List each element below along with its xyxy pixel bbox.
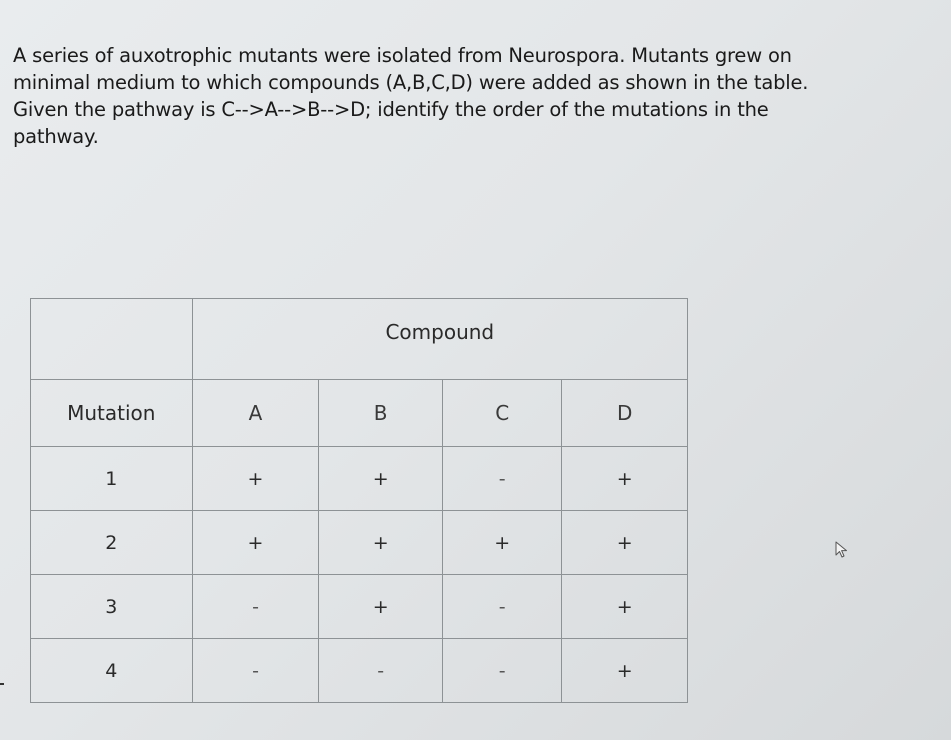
table-row (31, 447, 688, 511)
growth-cell: + (562, 447, 688, 511)
question-line-4: pathway. (13, 125, 99, 148)
mutation-number: 3 (31, 575, 193, 639)
edge-mark (0, 683, 4, 685)
question-line-2: minimal medium to which compounds (A,B,C,D) were added as shown in the table. (13, 71, 809, 94)
growth-cell: - (442, 575, 562, 639)
column-header-b: B (319, 380, 443, 447)
compound-header: Compound (192, 299, 687, 380)
growth-cell: - (192, 639, 319, 703)
growth-cell: + (562, 511, 688, 575)
table-row (31, 639, 688, 703)
question-text (13, 42, 893, 150)
growth-table (30, 298, 688, 703)
growth-cell: - (319, 639, 443, 703)
growth-cell: + (562, 575, 688, 639)
compound-header-row (31, 299, 688, 380)
mutation-number: 2 (31, 511, 193, 575)
mutation-number: 4 (31, 639, 193, 703)
table-row (31, 575, 688, 639)
growth-cell: - (192, 575, 319, 639)
growth-cell: + (192, 447, 319, 511)
mutation-header: Mutation (31, 380, 193, 447)
growth-cell: - (442, 447, 562, 511)
column-header-row (31, 380, 688, 447)
growth-cell: + (319, 511, 443, 575)
question-line-3: Given the pathway is C-->A-->B-->D; identify the order of the mutations in the (13, 98, 769, 121)
column-header-c: C (442, 380, 562, 447)
growth-cell: + (319, 447, 443, 511)
column-header-a: A (192, 380, 319, 447)
table-row (31, 511, 688, 575)
growth-cell: + (562, 639, 688, 703)
empty-corner-cell (31, 299, 193, 380)
mouse-pointer-icon (834, 541, 850, 559)
growth-cell: - (442, 639, 562, 703)
growth-cell: + (442, 511, 562, 575)
growth-table-container (30, 298, 688, 691)
mutation-number: 1 (31, 447, 193, 511)
growth-cell: + (319, 575, 443, 639)
growth-cell: + (192, 511, 319, 575)
column-header-d: D (562, 380, 688, 447)
question-line-1: A series of auxotrophic mutants were isolated from Neurospora. Mutants grew on (13, 44, 792, 67)
